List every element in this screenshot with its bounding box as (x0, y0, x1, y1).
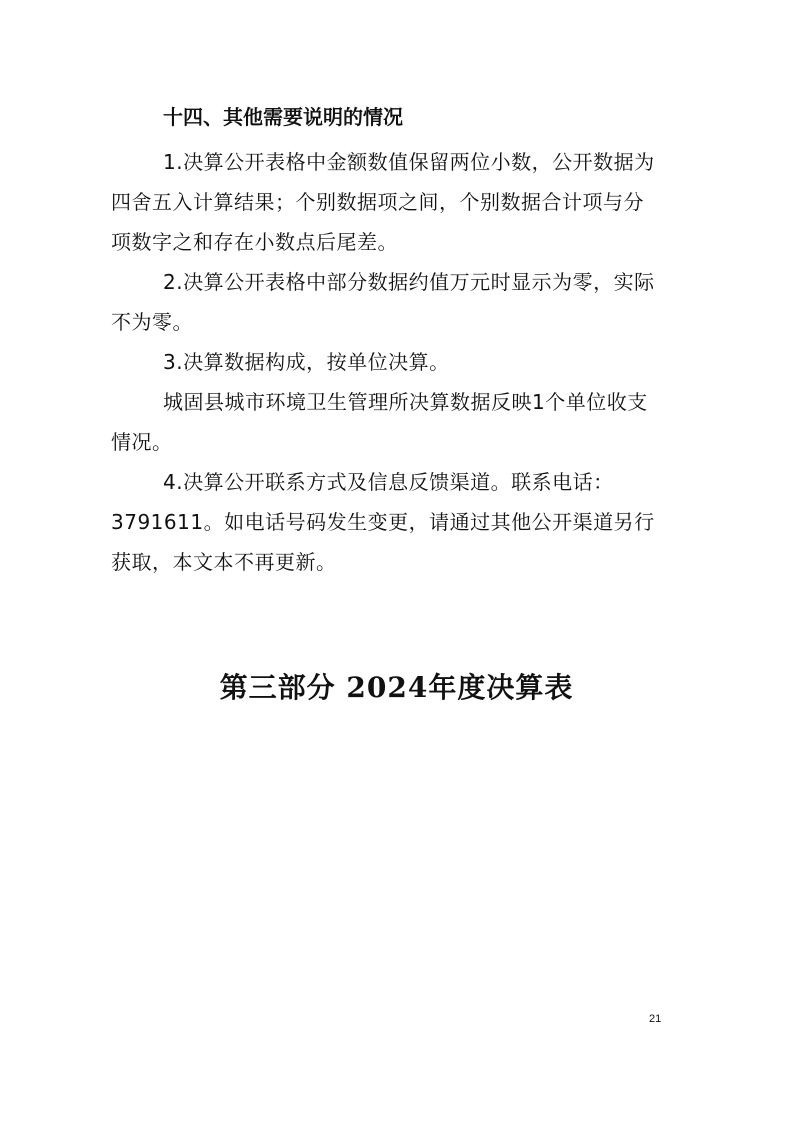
page-number: 21 (649, 1013, 662, 1025)
paragraph-line: 2.决算公开表格中部分数据约值万元时显示为零，实际 (163, 270, 655, 294)
paragraph-line: 四舍五入计算结果；个别数据项之间，个别数据合计项与分 (111, 190, 644, 214)
paragraph-line: 获取，本文本不再更新。 (111, 550, 337, 574)
paragraph-zero-display-note (111, 262, 681, 342)
paragraph-unit-scope (111, 382, 681, 462)
paragraph-line: 项数字之和存在小数点后尾差。 (111, 230, 398, 254)
section-heading: 十四、其他需要说明的情况 (163, 105, 403, 129)
paragraph-line: 不为零。 (111, 310, 193, 334)
paragraph-contact-info (111, 462, 681, 582)
paragraph-line: 城固县城市环境卫生管理所决算数据反映1个单位收支 (163, 390, 648, 414)
paragraph-data-composition (111, 342, 681, 382)
paragraph-line: 3.决算数据构成，按单位决算。 (163, 350, 450, 374)
paragraph-line: 3791611。如电话号码发生变更，请通过其他公开渠道另行 (111, 510, 655, 534)
part-title: 第三部分 2024年度决算表 (219, 671, 574, 704)
paragraph-line: 4.决算公开联系方式及信息反馈渠道。联系电话： (163, 470, 614, 494)
paragraph-rounding-note (111, 142, 681, 262)
paragraph-line: 情况。 (111, 430, 173, 454)
paragraph-line: 1.决算公开表格中金额数值保留两位小数，公开数据为 (163, 150, 655, 174)
